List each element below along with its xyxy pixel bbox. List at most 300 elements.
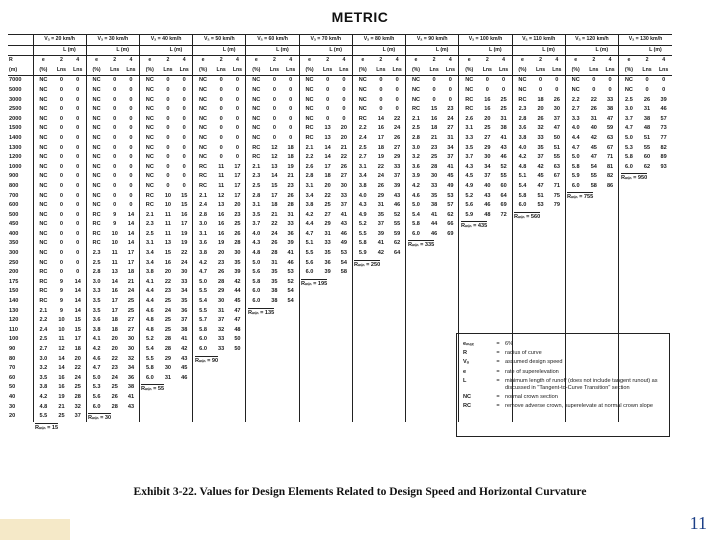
value-cell: 22 <box>271 221 278 228</box>
value-cell: 0 <box>129 125 133 132</box>
value-cell: 0 <box>272 106 276 113</box>
value-cell: 46 <box>394 202 401 209</box>
value-cell: 5.4 <box>139 345 159 355</box>
value-cell: 0 <box>235 125 239 132</box>
value-cell: RC <box>193 163 213 173</box>
value-cell <box>406 403 426 413</box>
value-cell: 32 <box>127 355 135 362</box>
value-cell: 2.7 <box>33 345 53 355</box>
value-cell: NC <box>193 96 213 106</box>
value-cell: 5.8 <box>512 192 532 202</box>
value-cell: 0 <box>59 221 64 228</box>
value-cell: 24 <box>111 374 118 381</box>
value-cell: 3.0 <box>406 144 426 154</box>
value-cell: 4.7 <box>193 268 213 278</box>
value-cell: 5.5 <box>193 307 213 317</box>
value-cell: 25 <box>58 413 65 420</box>
value-cell: 5.0 <box>406 201 426 211</box>
value-cell: 48 <box>643 125 651 132</box>
value-cell: 37 <box>447 154 454 161</box>
e-header: e <box>33 56 53 66</box>
value-cell: 28 <box>271 250 278 257</box>
value-cell: RC <box>86 239 106 249</box>
value-cell: 43 <box>127 403 135 410</box>
value-cell <box>336 412 353 422</box>
value-cell: 33 <box>537 134 544 141</box>
value-cell <box>229 383 246 393</box>
value-cell: 49 <box>340 240 348 247</box>
value-cell: 26 <box>553 96 560 103</box>
value-cell: 22 <box>181 250 188 257</box>
value-cell: 9 <box>113 211 117 218</box>
value-cell: 27 <box>394 144 401 151</box>
value-cell: 47 <box>590 154 597 161</box>
value-cell <box>586 230 603 240</box>
value-cell <box>565 249 585 259</box>
value-cell <box>283 307 300 317</box>
value-cell: NC <box>33 86 53 96</box>
value-cell: RC <box>352 115 372 125</box>
value-cell: RC <box>139 201 159 211</box>
value-cell: 11 <box>58 336 65 343</box>
four-lane-header: 4 <box>502 57 506 64</box>
value-cell <box>565 307 585 317</box>
value-cell <box>512 287 532 297</box>
value-cell: 0 <box>289 115 293 122</box>
value-cell: 45 <box>537 173 544 180</box>
value-cell: 35 <box>324 250 331 257</box>
value-cell: 13 <box>324 125 331 132</box>
legend-definition: 6% <box>505 341 514 347</box>
value-cell: 35 <box>271 278 278 285</box>
value-cell: 0 <box>182 115 186 122</box>
value-cell <box>565 278 585 288</box>
value-cell: 27 <box>340 173 348 180</box>
value-cell: 9 <box>59 288 64 295</box>
value-cell: 27 <box>484 134 491 141</box>
value-cell <box>459 297 479 307</box>
e-subheader-blank <box>459 45 479 56</box>
value-cell <box>246 364 266 374</box>
table-row <box>8 220 672 230</box>
value-cell: 4.0 <box>565 124 585 134</box>
value-cell: 3.8 <box>33 383 53 393</box>
value-cell <box>639 249 656 259</box>
value-cell: 18 <box>127 269 135 276</box>
value-cell: 47 <box>553 125 560 132</box>
value-cell: 17 <box>127 250 135 257</box>
value-cell: 0 <box>662 77 666 84</box>
value-cell <box>442 316 459 326</box>
value-cell: 0 <box>59 96 64 103</box>
value-cell: 14 <box>127 240 135 247</box>
radius-cell: 5000 <box>9 86 22 93</box>
value-cell: 42 <box>537 163 544 170</box>
value-cell <box>565 201 585 211</box>
value-cell <box>229 374 246 384</box>
value-cell: 10 <box>164 192 172 199</box>
value-cell: 4.0 <box>352 192 372 202</box>
value-cell <box>352 393 372 403</box>
value-cell: 0 <box>76 211 80 218</box>
length-group-header: L (m) <box>53 45 86 56</box>
lanes-unit-header: Lns <box>602 66 619 76</box>
value-cell <box>299 335 319 345</box>
legend-entry <box>457 341 669 348</box>
value-cell <box>602 307 619 317</box>
table-row <box>8 278 672 288</box>
value-cell: 14 <box>127 230 135 237</box>
table-row <box>8 316 672 326</box>
value-cell: 2.2 <box>565 96 585 106</box>
value-cell: 4.6 <box>406 192 426 202</box>
value-cell <box>389 393 406 403</box>
value-cell <box>426 403 443 413</box>
value-cell: 4.0 <box>246 230 266 240</box>
value-cell: 64 <box>394 250 401 257</box>
value-cell: 3.7 <box>246 220 266 230</box>
value-cell: 25 <box>127 307 135 314</box>
value-cell: 0 <box>76 86 80 93</box>
value-cell <box>283 345 300 355</box>
value-cell <box>266 335 283 345</box>
value-cell: 0 <box>113 134 117 141</box>
value-cell: 16 <box>181 211 188 218</box>
value-cell: 0 <box>113 77 117 84</box>
length-group-header: L (m) <box>426 45 459 56</box>
value-cell: 51 <box>643 134 651 141</box>
value-cell: 50 <box>553 134 560 141</box>
table-row <box>8 239 672 249</box>
value-cell: 30 <box>340 182 348 189</box>
speed-header: Vₐ = 30 km/h <box>86 35 139 46</box>
value-cell: 67 <box>553 173 560 180</box>
value-cell: 3.1 <box>299 182 319 192</box>
value-cell: 0 <box>235 96 239 103</box>
value-cell <box>512 220 532 230</box>
value-cell <box>512 268 532 278</box>
value-cell: 3.8 <box>86 326 106 336</box>
value-cell: 57 <box>447 202 454 209</box>
rmin-label: Rₘᵢₙ = 30 <box>88 414 112 421</box>
value-cell: 18 <box>111 317 118 324</box>
value-cell: RC <box>512 96 532 106</box>
speed-header: Vₐ = 20 km/h <box>33 35 86 46</box>
value-cell <box>655 211 672 221</box>
value-cell: 5.4 <box>512 182 532 192</box>
value-cell <box>160 393 177 403</box>
value-cell: 0 <box>129 192 133 199</box>
value-cell <box>406 364 426 374</box>
value-cell: 3.4 <box>139 249 159 259</box>
lanes-unit-header: Lns <box>442 66 459 76</box>
value-cell: 62 <box>643 163 651 170</box>
value-cell: 0 <box>555 86 559 93</box>
value-cell: 39 <box>234 269 241 276</box>
value-cell: 20 <box>324 182 331 189</box>
value-cell <box>266 374 283 384</box>
four-lane-header: 4 <box>76 57 80 64</box>
value-cell: 22 <box>324 192 331 199</box>
radius-cell: 1400 <box>9 134 22 141</box>
value-cell <box>319 345 336 355</box>
value-cell: 4.1 <box>86 335 106 345</box>
value-cell: RC <box>193 172 213 182</box>
value-cell: 0 <box>76 144 80 151</box>
e-unit-header: (%) <box>406 66 426 76</box>
value-cell: 58 <box>340 269 348 276</box>
value-cell <box>373 364 390 374</box>
value-cell: 0 <box>235 115 239 122</box>
value-cell: 0 <box>432 77 436 84</box>
value-cell: 13 <box>218 202 225 209</box>
value-cell: 0 <box>76 240 80 247</box>
value-cell <box>639 278 656 288</box>
value-cell: 0 <box>485 86 489 93</box>
value-cell: 5.8 <box>406 220 426 230</box>
value-cell: 28 <box>111 403 118 410</box>
value-cell <box>373 268 390 278</box>
value-cell <box>213 374 230 384</box>
value-cell <box>639 220 656 230</box>
value-cell: 2.5 <box>352 144 372 154</box>
value-cell: 20 <box>340 125 348 132</box>
value-cell <box>532 230 549 240</box>
value-cell: 3.1 <box>193 230 213 240</box>
value-cell <box>639 201 656 211</box>
value-cell: 5.9 <box>352 249 372 259</box>
table-row <box>8 307 672 317</box>
e-subheader-blank <box>565 45 585 56</box>
value-cell: 0 <box>76 106 80 113</box>
legend-equals: = <box>496 341 500 347</box>
value-cell: 30 <box>430 173 438 180</box>
value-cell: 0 <box>272 134 276 141</box>
value-cell <box>406 278 426 288</box>
value-cell: 0 <box>219 115 223 122</box>
value-cell: 14 <box>111 278 118 285</box>
value-cell: 0 <box>166 77 170 84</box>
value-cell <box>655 192 672 202</box>
value-cell: 15 <box>164 250 172 257</box>
value-cell: 20 <box>537 106 544 113</box>
value-cell: 89 <box>660 154 667 161</box>
value-cell: 18 <box>430 125 438 132</box>
value-cell <box>139 412 159 422</box>
value-cell <box>176 393 193 403</box>
table-row <box>8 201 672 211</box>
legend-symbol: Vₐ <box>463 359 469 366</box>
value-cell: 19 <box>181 240 188 247</box>
value-cell <box>532 307 549 317</box>
value-cell <box>426 364 443 374</box>
value-cell: 5.7 <box>193 316 213 326</box>
value-cell <box>246 374 266 384</box>
value-cell: 41 <box>181 336 188 343</box>
rmin-label: Rₘᵢₙ = 335 <box>408 241 435 248</box>
value-cell: 2.1 <box>246 163 266 173</box>
value-cell: 0 <box>59 86 64 93</box>
value-cell: 26 <box>111 393 118 400</box>
value-cell: NC <box>33 76 53 86</box>
value-cell <box>655 249 672 259</box>
value-cell: NC <box>33 192 53 202</box>
value-cell: 19 <box>218 240 225 247</box>
table-row <box>8 249 672 259</box>
radius-cell: 40 <box>9 393 16 400</box>
value-cell <box>389 364 406 374</box>
value-cell: 33 <box>181 278 188 285</box>
value-cell: 31 <box>218 307 225 314</box>
value-cell <box>602 230 619 240</box>
value-cell: NC <box>299 76 319 86</box>
e-header: e <box>299 56 319 66</box>
value-cell: 5.5 <box>352 230 372 240</box>
value-cell: 33 <box>340 192 348 199</box>
value-cell: 0 <box>59 144 64 151</box>
value-cell: 47 <box>537 182 544 189</box>
value-cell: 42 <box>234 278 241 285</box>
value-cell: 0 <box>113 144 117 151</box>
value-cell: 0 <box>166 96 170 103</box>
length-group-header: L (m) <box>586 45 619 56</box>
two-lane-header: 2 <box>219 57 223 64</box>
value-cell: 0 <box>166 106 170 113</box>
e-subheader-blank <box>139 45 159 56</box>
value-cell: 32 <box>218 326 225 333</box>
value-cell <box>586 297 603 307</box>
value-cell: 35 <box>377 211 384 218</box>
value-cell: 0 <box>289 86 293 93</box>
value-cell: RC <box>193 182 213 192</box>
radius-cell: 2000 <box>9 115 22 122</box>
value-cell: 0 <box>59 240 64 247</box>
value-cell: 5.2 <box>139 335 159 345</box>
value-cell: 3.7 <box>619 115 639 125</box>
value-cell: 3.8 <box>512 134 532 144</box>
value-cell: 17 <box>324 163 331 170</box>
value-cell: 16 <box>111 288 118 295</box>
value-cell <box>619 230 639 240</box>
value-cell: 0 <box>76 173 80 180</box>
value-cell <box>283 403 300 413</box>
value-cell: 5.0 <box>565 153 585 163</box>
radius-cell: 2500 <box>9 106 22 113</box>
value-cell <box>512 239 532 249</box>
value-cell: 60 <box>500 182 507 189</box>
value-cell <box>426 287 443 297</box>
value-cell: 42 <box>181 346 188 352</box>
lanes-unit-header: Lns <box>586 66 603 76</box>
value-cell <box>406 307 426 317</box>
value-cell: 55 <box>590 173 597 180</box>
value-cell <box>479 249 496 259</box>
value-cell: 25 <box>234 221 241 228</box>
value-cell: 33 <box>218 336 225 343</box>
value-cell: 6.0 <box>619 163 639 173</box>
value-cell: RC <box>33 297 53 307</box>
value-cell: 36 <box>181 307 188 314</box>
value-cell: 5.8 <box>193 326 213 336</box>
value-cell: 29 <box>218 288 225 295</box>
value-cell: RC <box>459 96 479 106</box>
value-cell <box>512 249 532 259</box>
value-cell: 0 <box>59 115 64 122</box>
value-cell: 3.2 <box>33 364 53 374</box>
value-cell <box>389 335 406 345</box>
value-cell: 14 <box>74 298 81 305</box>
table-row <box>8 259 672 269</box>
value-cell: 21 <box>271 211 278 218</box>
value-cell <box>373 374 390 384</box>
value-cell: 30 <box>164 365 172 372</box>
radius-cell: 90 <box>9 346 16 352</box>
value-cell <box>299 383 319 393</box>
value-cell <box>619 268 639 278</box>
value-cell: 19 <box>287 163 294 170</box>
value-cell: 17 <box>111 307 118 314</box>
value-cell: 30 <box>127 336 135 343</box>
value-cell <box>389 326 406 336</box>
value-cell: NC <box>459 86 479 96</box>
value-cell <box>373 335 390 345</box>
table-row <box>8 105 672 115</box>
value-cell: 60 <box>643 154 651 161</box>
length-group-header: L (m) <box>373 45 406 56</box>
value-cell <box>406 287 426 297</box>
value-cell: 0 <box>76 221 80 228</box>
value-cell: 6.0 <box>246 297 266 307</box>
value-cell <box>373 345 390 355</box>
table-row <box>8 76 672 86</box>
value-cell: 35 <box>537 144 544 151</box>
value-cell: 4.3 <box>459 163 479 173</box>
value-cell: 21 <box>340 144 348 151</box>
value-cell: 31 <box>590 115 597 122</box>
value-cell <box>319 355 336 365</box>
value-cell: 0 <box>182 182 186 189</box>
value-cell: 26 <box>394 134 401 141</box>
value-cell <box>319 364 336 374</box>
value-cell: NC <box>512 86 532 96</box>
value-cell: 20 <box>340 134 348 141</box>
value-cell: 12 <box>271 144 278 151</box>
value-cell: 11 <box>164 221 171 228</box>
radius-cell: 3000 <box>9 96 22 103</box>
value-cell <box>565 316 585 326</box>
radius-cell: 140 <box>9 298 19 305</box>
value-cell <box>426 268 443 278</box>
value-cell: 3.0 <box>619 105 639 115</box>
lanes-unit-header: Lns <box>160 66 177 76</box>
value-cell: NC <box>565 76 585 86</box>
value-cell <box>532 268 549 278</box>
radius-cell: 1200 <box>9 154 22 161</box>
value-cell <box>586 220 603 230</box>
lanes-unit-header: Lns <box>389 66 406 76</box>
value-cell <box>373 278 390 288</box>
value-cell: RC <box>33 278 53 288</box>
value-cell: 31 <box>287 211 294 218</box>
value-cell: 2.5 <box>33 335 53 345</box>
value-cell: 3.0 <box>86 278 106 288</box>
value-cell: 63 <box>553 163 560 170</box>
value-cell <box>496 230 513 240</box>
value-cell: NC <box>246 96 266 106</box>
value-cell: 28 <box>164 336 172 343</box>
value-cell <box>479 278 496 288</box>
value-cell: 41 <box>287 250 294 257</box>
